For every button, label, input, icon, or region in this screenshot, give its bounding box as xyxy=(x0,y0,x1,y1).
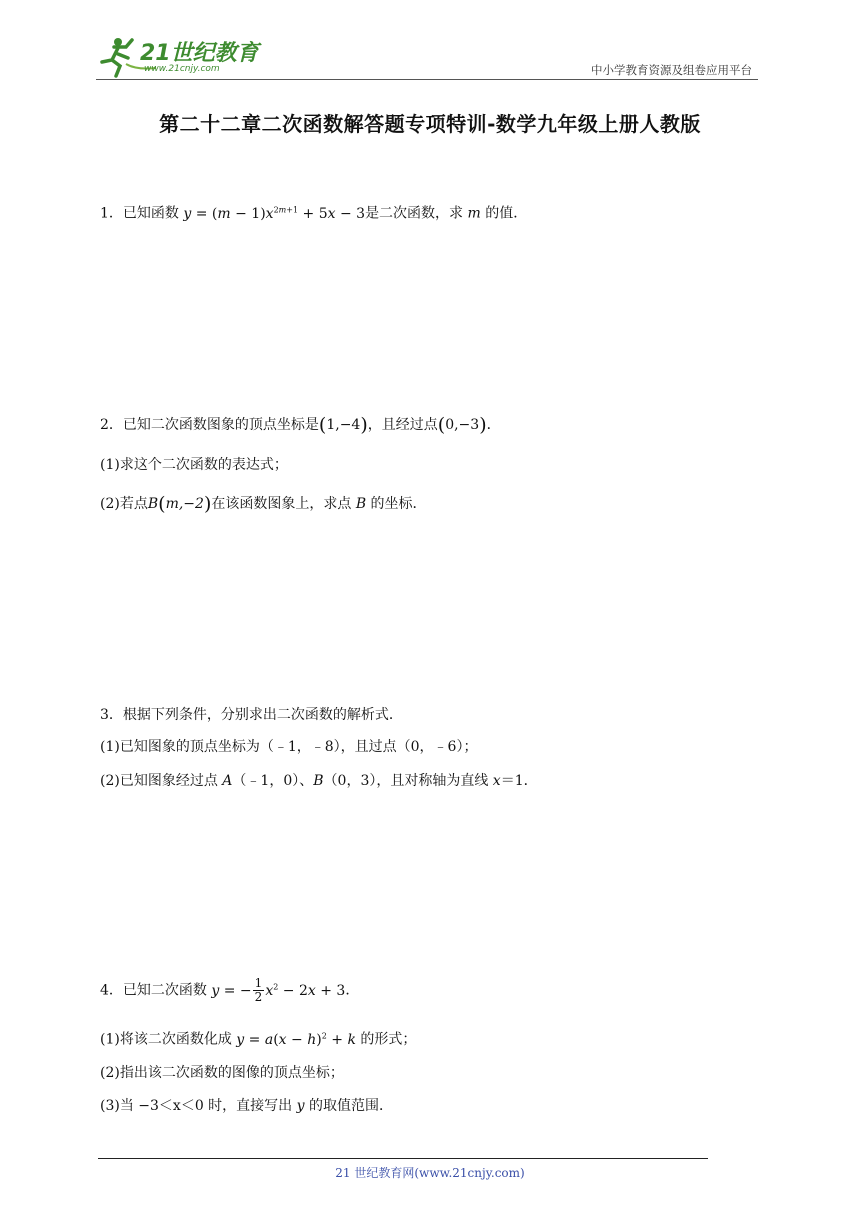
question-number: 2． xyxy=(100,417,123,433)
variable-m: m xyxy=(467,205,481,222)
x-range: −3＜x＜0 xyxy=(138,1098,204,1114)
footer-divider xyxy=(98,1158,708,1159)
question-3-sub-2: (2)已知图象经过点 A（﹣1，0）、B（0，3），且对称轴为直线 x＝1． xyxy=(100,773,538,789)
question-text: 已知二次函数 xyxy=(122,982,212,999)
question-1 xyxy=(100,199,527,225)
page-header xyxy=(96,30,756,78)
question-text: 是二次函数，求 xyxy=(365,205,468,222)
point-coords: m,−2 xyxy=(165,496,204,512)
question-4: 4．已知二次函数 y = − $\frac{1}{2}$ $x^2 - 2x + 3$． xyxy=(100,976,360,1005)
vertex-form-formula: $y = a(x - h)^2 + k$ xyxy=(236,1031,356,1048)
question-3 xyxy=(100,704,403,726)
question-2-sub-1: (1)求这个二次函数的表达式； xyxy=(100,457,288,473)
question-text: 的值． xyxy=(480,205,528,222)
question-text: ，且经过点 xyxy=(367,417,438,433)
question-2: 2．已知二次函数图象的顶点坐标是(1,−4)，且经过点(0,−3)． xyxy=(100,414,501,436)
question-number: 3． xyxy=(100,707,123,723)
formula: $y = (m - 1)x^{2m+1} + 5x - 3$ xyxy=(183,205,366,222)
logo-url: www.21cnjy.com xyxy=(144,64,220,74)
question-text: 已知函数 xyxy=(122,205,184,222)
vertex-point: 1,−4 xyxy=(326,417,361,433)
document-title: 第二十二章二次函数解答题专项特训-数学九年级上册人教版 xyxy=(159,112,701,136)
question-3-sub-1: (1)已知图象的顶点坐标为（﹣1，﹣8），且过点（0，﹣6）； xyxy=(100,739,478,755)
footer-text: 21 世纪教育网(www.21cnjy.com) xyxy=(335,1166,525,1180)
logo-text: 21世纪教育 xyxy=(140,41,259,66)
header-divider xyxy=(96,79,758,80)
formula: y = − $\frac{1}{2}$ $x^2 - 2x + 3$ xyxy=(211,976,346,1005)
site-logo xyxy=(96,34,266,78)
header-platform-text: 中小学教育资源及组卷应用平台 xyxy=(591,63,752,77)
passing-point: 0,−3 xyxy=(445,417,480,433)
question-2-sub-2: (2)若点B(m,−2)在该函数图象上，求点 B 的坐标． xyxy=(100,493,427,515)
question-text: 已知二次函数图象的顶点坐标是 xyxy=(122,417,319,433)
question-number: 4． xyxy=(100,982,123,999)
question-4-sub-1: (1)将该二次函数化成 $y = a(x - h)^2 + k$ 的形式； xyxy=(100,1031,417,1048)
point-label-b: B xyxy=(147,496,159,512)
question-4-sub-3: (3)当 −3＜x＜0 时，直接写出 y 的取值范围． xyxy=(100,1098,394,1114)
question-text: 根据下列条件，分别求出二次函数的解析式． xyxy=(122,707,403,723)
question-4-sub-2: (2)指出该二次函数的图像的顶点坐标； xyxy=(100,1065,344,1081)
question-number: 1． xyxy=(100,205,123,222)
